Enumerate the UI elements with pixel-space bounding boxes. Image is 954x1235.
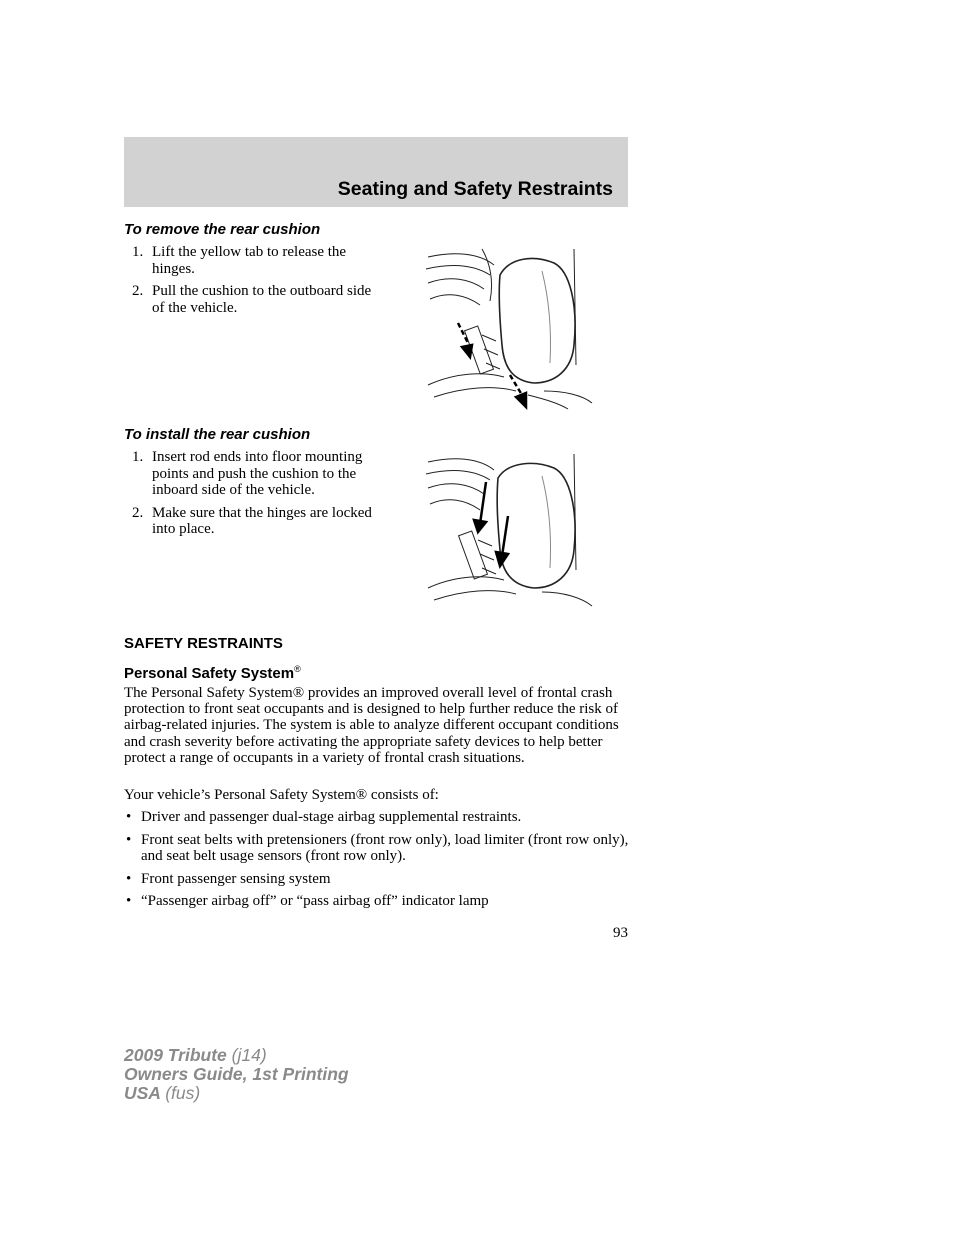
footer-line-3: USA (fus) xyxy=(124,1083,201,1103)
remove-cushion-heading: To remove the rear cushion xyxy=(124,221,321,238)
personal-safety-system-heading: Personal Safety System® xyxy=(124,664,301,682)
install-cushion-heading: To install the rear cushion xyxy=(124,426,311,443)
safety-restraints-heading: SAFETY RESTRAINTS xyxy=(124,635,283,652)
footer-line-2: Owners Guide, 1st Printing xyxy=(124,1064,349,1084)
intro-paragraph: The Personal Safety System® provides an improved overall level of frontal crash protection to front seat occupants and is designed to help further reduce the risk of airbag-related injuries. The system is able to analyze different occupant conditions and crash severity before activating the appropriate safety devices to help better protect a range of occupants in a variety of frontal crash situations. xyxy=(124,685,619,766)
list-item: • “Passenger airbag off” or “pass airbag off” indicator lamp xyxy=(126,893,489,909)
footer-line-1: 2009 Tribute (j14) xyxy=(124,1045,267,1065)
remove-cushion-illustration xyxy=(424,245,594,410)
components-list xyxy=(124,809,632,916)
list-item: 2. Pull the cushion to the outboard side of the vehicle. xyxy=(132,283,372,316)
list-item: 1. Insert rod ends into floor mounting points and push the cushion to the inboard side of the vehicle. xyxy=(132,449,363,498)
list-item: • Driver and passenger dual-stage airbag supplemental restraints. xyxy=(126,809,522,825)
chapter-title: Seating and Safety Restraints xyxy=(337,178,613,200)
list-item: • Front seat belts with pretensioners (front row only), load limiter (front row only), and seat belt usage sensors (front row only). xyxy=(126,831,629,864)
document-footer xyxy=(124,1046,349,1103)
install-cushion-steps xyxy=(130,449,380,544)
install-cushion-illustration xyxy=(424,452,594,607)
list-item: • Front passenger sensing system xyxy=(126,870,331,887)
page-number: 93 xyxy=(613,925,628,941)
list-item: 1. Lift the yellow tab to release the hinges. xyxy=(132,244,347,277)
consists-of-paragraph: Your vehicle’s Personal Safety System® consists of: xyxy=(124,787,439,803)
remove-cushion-steps xyxy=(130,244,380,322)
chapter-header xyxy=(124,137,628,207)
list-item: 2. Make sure that the hinges are locked into place. xyxy=(132,504,372,537)
